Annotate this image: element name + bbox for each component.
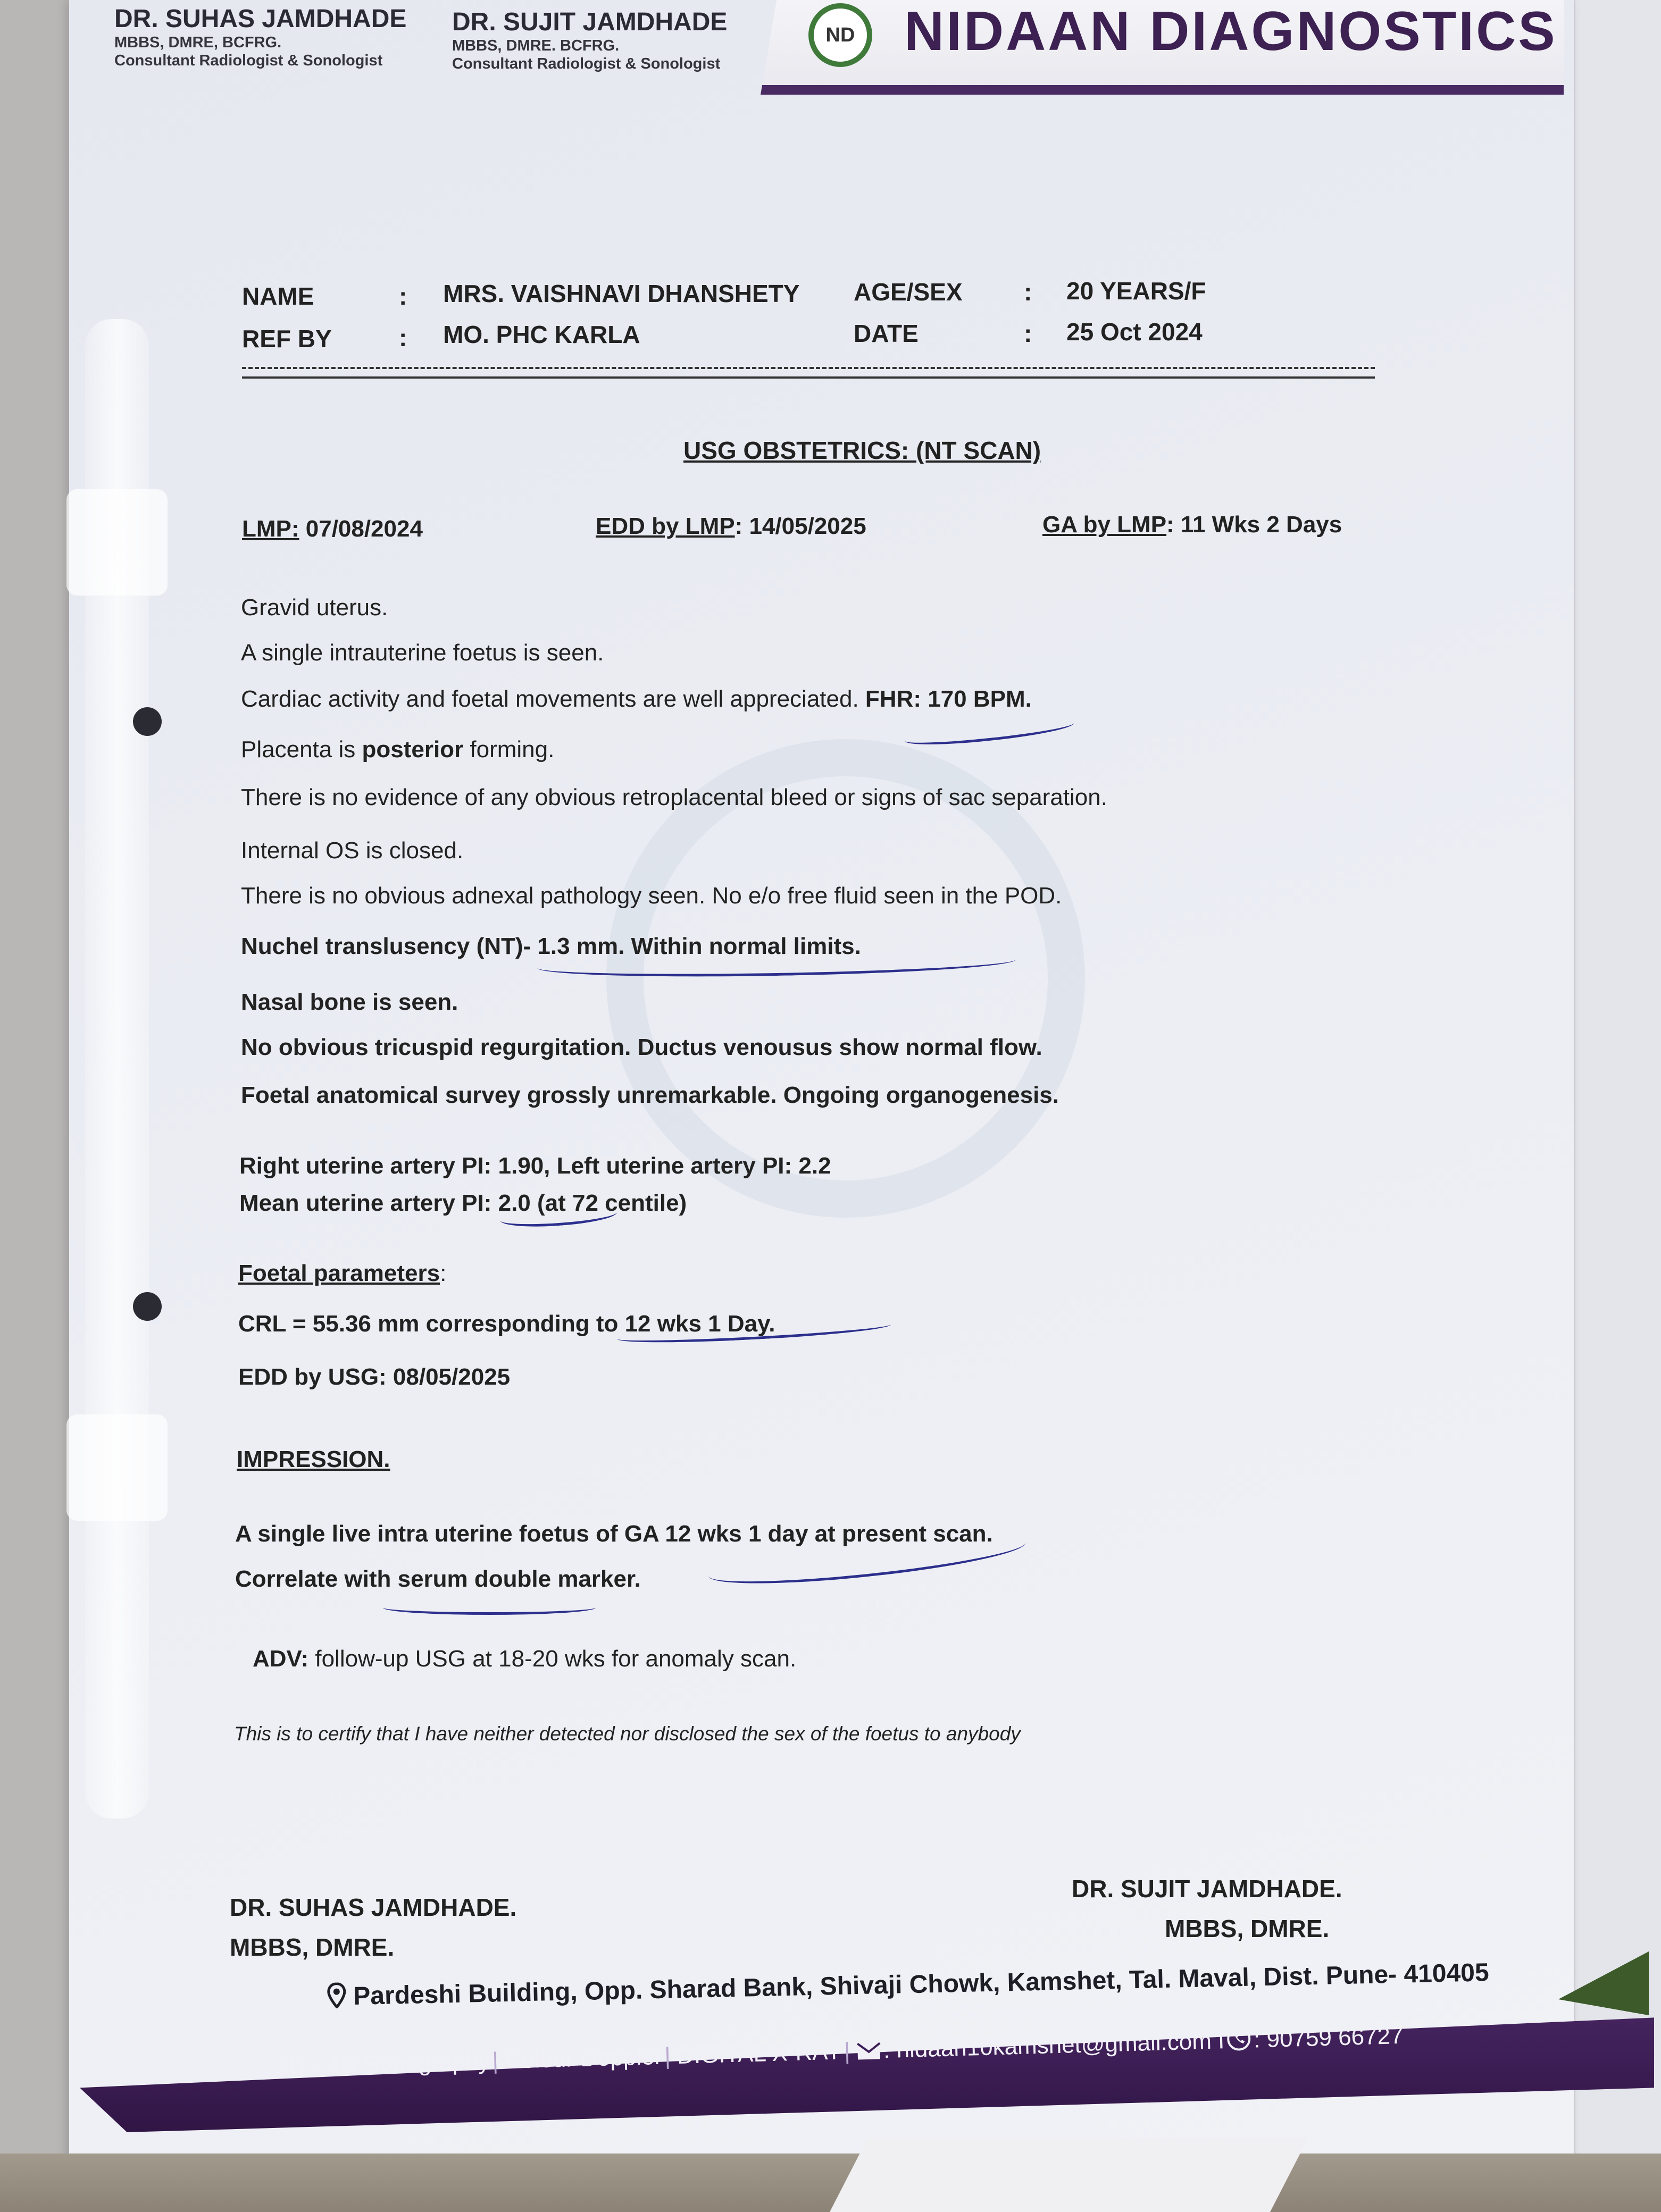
watermark-logo [606, 739, 1085, 1218]
adv-text: follow-up USG at 18-20 wks for anomaly scan. [308, 1646, 797, 1672]
service-xray: DIGITAL X-RAY [677, 2038, 842, 2069]
finding-mean-pi: Mean uterine artery PI: 2.0 (at 72 centile) [239, 1190, 687, 1216]
ga-lmp-value: : 11 Wks 2 Days [1166, 512, 1342, 538]
ref-label: REF BY [242, 325, 332, 353]
foetal-colon: : [440, 1260, 447, 1286]
edd-lmp-label: EDD by LMP [596, 513, 735, 539]
doctor1-qual: MBBS, DMRE, BCFRG. [114, 34, 282, 51]
finding-nasal-bone: Nasal bone is seen. [241, 989, 458, 1015]
impression-line1: A single live intra uterine foetus of GA 12 wks 1 day at present scan. [235, 1521, 993, 1547]
doctor2-name: DR. SUJIT JAMDHADE [452, 8, 728, 36]
foetal-label: Foetal parameters [238, 1260, 440, 1286]
location-pin-icon [327, 1982, 346, 2006]
finding-nt: Nuchel translusency (NT)- 1.3 mm. Within normal limits. [241, 933, 861, 959]
doctor2-header [452, 7, 727, 73]
footer-phone: : 90759 66727 [1253, 2022, 1404, 2053]
edd-usg: EDD by USG: 08/05/2025 [238, 1364, 511, 1390]
finding-cardiac [241, 686, 1032, 713]
adv-label: ADV: [253, 1646, 309, 1672]
doctor2-role: Consultant Radiologist & Sonologist [452, 55, 721, 72]
edd-lmp-row [596, 513, 866, 540]
phone-icon [1226, 2026, 1251, 2054]
advice [253, 1646, 796, 1672]
signature-left-qual: MBBS, DMRE. [230, 1933, 395, 1961]
footer-email: : nidaan10kamshet@gmail.com I [883, 2027, 1225, 2064]
footer-address: Pardeshi Building, Opp. Sharad Bank, Shivaji Chowk, Kamshet, Tal. Maval, Dist. Pune- 410405 [353, 1958, 1490, 2010]
finding-internal-os: Internal OS is closed. [241, 837, 464, 864]
underlying-page [1574, 0, 1661, 2180]
underlying-paper [830, 2138, 1308, 2212]
agesex-label: AGE/SEX [854, 278, 963, 306]
foetal-parameters-heading [238, 1260, 446, 1287]
agesex-colon: : [1024, 278, 1032, 306]
placenta-position: posterior [362, 736, 464, 763]
placenta-text-end: forming. [463, 736, 555, 763]
placenta-text: Placenta is [241, 736, 362, 763]
nidaan-logo: ND [808, 3, 872, 67]
certification-note: This is to certify that I have neither detected nor disclosed the sex of the foetus to anybody [234, 1723, 1021, 1745]
finding-uterine-pi: Right uterine artery PI: 1.90, Left uterine artery PI: 2.2 [239, 1153, 831, 1179]
finding-adnexal: There is no obvious adnexal pathology seen. No e/o free fluid seen in the POD. [241, 883, 1062, 909]
name-colon: : [399, 282, 407, 310]
binder-clip [66, 489, 168, 596]
fhr-value: FHR: 170 BPM. [865, 686, 1032, 712]
separator-line [242, 367, 1375, 379]
finding-gravid: Gravid uterus. [241, 594, 388, 621]
name-value: MRS. VAISHNAVI DHANSHETY [443, 280, 800, 307]
mail-icon [856, 2042, 881, 2063]
cardiac-text: Cardiac activity and foetal movements are well appreciated. [241, 686, 865, 712]
desk-surface [0, 2154, 1661, 2212]
edd-lmp-value: : 14/05/2025 [734, 513, 866, 539]
signature-right-name: DR. SUJIT JAMDHADE. [1072, 1875, 1342, 1903]
separator: | [664, 2042, 678, 2069]
finding-single-foetus: A single intrauterine foetus is seen. [241, 640, 604, 666]
punch-hole [133, 707, 162, 736]
ref-colon: : [399, 324, 407, 351]
crl-value: CRL = 55.36 mm corresponding to 12 wks 1 Day. [238, 1311, 775, 1337]
finding-retroplacental: There is no evidence of any obvious retroplacental bleed or signs of sac separation. [241, 784, 1107, 810]
finding-placenta [241, 736, 554, 763]
impression-heading: IMPRESSION. [237, 1446, 390, 1472]
doctor1-name: DR. SUHAS JAMDHADE [114, 5, 407, 33]
lmp-row [242, 516, 423, 542]
punch-hole [133, 1292, 162, 1321]
signature-left-name: DR. SUHAS JAMDHADE. [230, 1893, 517, 1921]
impression-line2: Correlate with serum double marker. [235, 1566, 641, 1592]
finding-anatomical: Foetal anatomical survey grossly unremarkable. Ongoing organogenesis. [241, 1082, 1059, 1108]
separator: | [844, 2038, 857, 2065]
date-value: 25 Oct 2024 [1066, 318, 1203, 346]
date-label: DATE [854, 320, 919, 347]
doctor2-qual: MBBS, DMRE. BCFRG. [452, 37, 620, 54]
ga-lmp-label: GA by LMP [1042, 512, 1167, 538]
ref-value: MO. PHC KARLA [443, 321, 640, 348]
ga-lmp-row [1042, 512, 1342, 538]
doctor1-role: Consultant Radiologist & Sonologist [114, 52, 383, 69]
brand-title: NIDAAN DIAGNOSTICS [904, 1, 1557, 62]
pen-underline [383, 1601, 596, 1615]
service-doppler: Colour Doppler [504, 2043, 663, 2074]
date-colon: : [1024, 320, 1032, 347]
service-sonography: 3D - 4D Sonography [276, 2048, 490, 2080]
report-title: USG OBSTETRICS: (NT SCAN) [683, 437, 1041, 464]
lmp-value: 07/08/2024 [299, 516, 423, 542]
binder-clip [66, 1414, 168, 1521]
name-label: NAME [242, 282, 314, 310]
signature-right-qual: MBBS, DMRE. [1165, 1915, 1330, 1942]
agesex-value: 20 YEARS/F [1066, 277, 1206, 305]
finding-tricuspid: No obvious tricuspid regurgitation. Ductus venousus show normal flow. [241, 1034, 1042, 1060]
doctor1-header [114, 4, 406, 70]
lmp-label: LMP: [242, 516, 299, 542]
separator: | [491, 2048, 505, 2074]
